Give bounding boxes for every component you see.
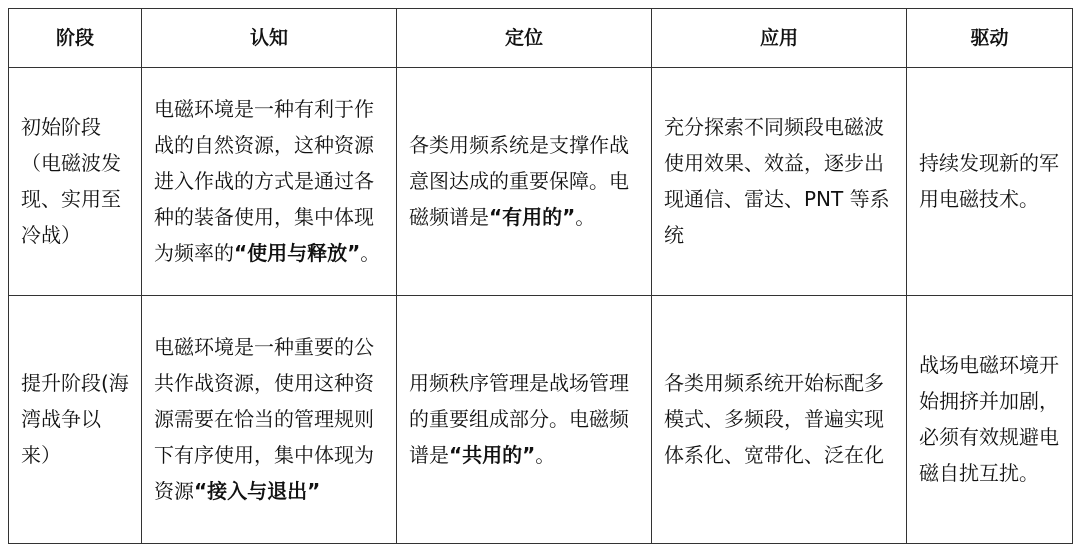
cell-stage: 提升阶段(海湾战争以来） [9,295,142,543]
table-row [9,68,1073,296]
cognition-text: 电磁环境是一种重要的公共作战资源，使用这种资源需要在恰当的管理规则下有序使用，集中体现为资源 [154,335,374,504]
position-text: 用频秩序管理是战场管理的重要组成部分。电磁频谱是 [409,371,629,468]
cell-application: 充分探索不同频段电磁波使用效果、效益，逐步出现通信、雷达、PNT 等系统 [652,68,907,296]
cell-driver: 持续发现新的军用电磁技术。 [907,68,1073,296]
position-end: 。 [535,443,556,468]
cell-driver: 战场电磁环境开始拥挤并加剧，必须有效规避电磁自扰互扰。 [907,295,1073,543]
cell-position [397,295,652,543]
position-emphasis: “有用的” [489,205,576,230]
cognition-text: 电磁环境是一种有利于作战的自然资源，这种资源进入作战的方式是通过各种的装备使用，集中体现为频率的 [154,97,374,266]
table-header-row [9,9,1073,68]
cognition-emphasis: “接入与退出” [194,479,321,504]
position-emphasis: “共用的” [449,443,536,468]
position-end: 。 [575,205,596,230]
table-row [9,295,1073,543]
cell-position [397,68,652,296]
cell-application: 各类用频系统开始标配多模式、多频段，普遍实现体系化、宽带化、泛在化 [652,295,907,543]
position-text: 各类用频系统是支撑作战意图达成的重要保障。电磁频谱是 [409,133,629,230]
header-application: 应用 [652,9,907,68]
cell-stage: 初始阶段（电磁波发现、实用至冷战） [9,68,142,296]
stage-comparison-table [8,8,1073,544]
header-cognition: 认知 [142,9,397,68]
header-driver: 驱动 [907,9,1073,68]
cell-cognition [142,68,397,296]
cognition-emphasis: “使用与释放” [234,241,361,266]
header-position: 定位 [397,9,652,68]
cell-cognition [142,295,397,543]
cognition-end: 。 [360,241,381,266]
header-stage: 阶段 [9,9,142,68]
